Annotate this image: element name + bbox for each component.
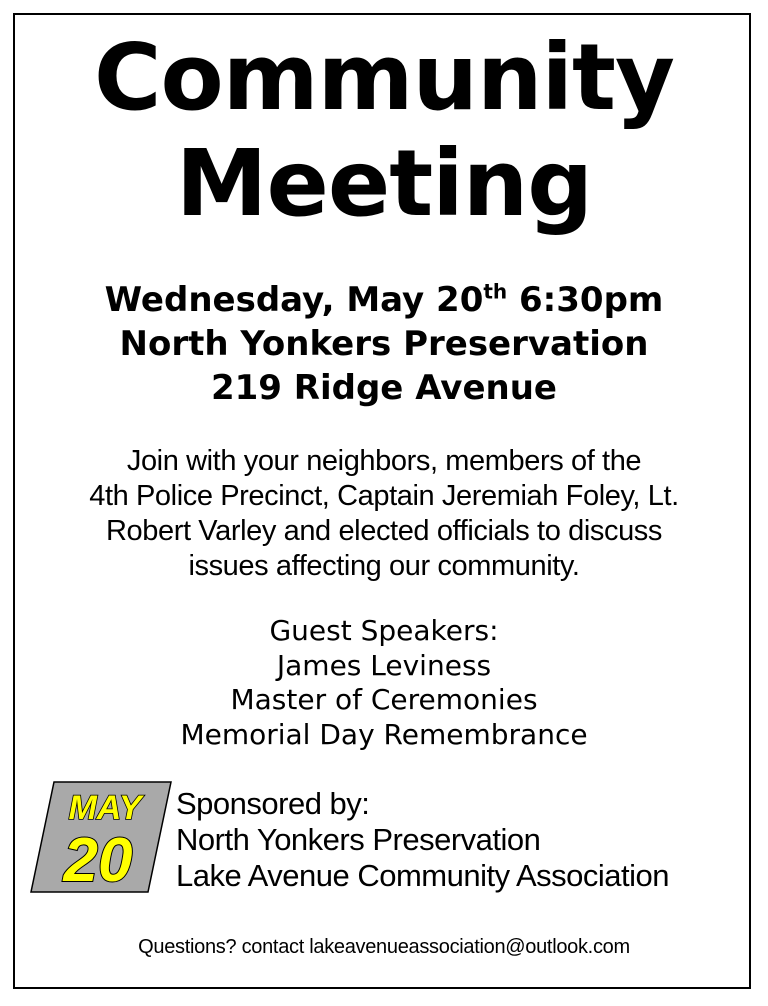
event-venue: North Yonkers Preservation bbox=[119, 324, 649, 364]
contact-info: Questions? contact lakeavenueassociation@outlook.com bbox=[138, 936, 630, 958]
guest-speakers bbox=[0, 614, 768, 752]
sponsors bbox=[176, 786, 669, 894]
sponsor-item: North Yonkers Preservation bbox=[176, 822, 541, 857]
description-line: Robert Varley and elected officials to discuss bbox=[106, 515, 662, 547]
description-line: 4th Police Precinct, Captain Jeremiah Foley, Lt. bbox=[89, 480, 679, 512]
date-badge bbox=[30, 781, 172, 893]
sponsor-item: Lake Avenue Community Association bbox=[176, 858, 670, 893]
badge-month: MAY bbox=[68, 789, 142, 827]
event-date bbox=[0, 278, 768, 322]
speaker-item: James Leviness bbox=[276, 648, 492, 682]
event-date-text: Wednesday, May 20 bbox=[104, 280, 484, 320]
description-line: issues affecting our community. bbox=[188, 550, 580, 582]
speakers-heading: Guest Speakers: bbox=[269, 614, 499, 647]
title-line-2: Meeting bbox=[175, 130, 593, 237]
event-time: 6:30pm bbox=[507, 280, 664, 320]
sponsors-label: Sponsored by: bbox=[176, 786, 370, 821]
event-description bbox=[0, 444, 768, 584]
speaker-item: Memorial Day Remembrance bbox=[180, 717, 588, 751]
description-line: Join with your neighbors, members of the bbox=[126, 445, 642, 477]
event-address: 219 Ridge Avenue bbox=[210, 368, 557, 408]
event-date-suffix: th bbox=[483, 279, 508, 304]
title-line-1: Community bbox=[94, 24, 674, 131]
badge-day: 20 bbox=[63, 826, 133, 893]
speaker-item: Master of Ceremonies bbox=[230, 683, 538, 716]
event-details bbox=[0, 278, 768, 410]
